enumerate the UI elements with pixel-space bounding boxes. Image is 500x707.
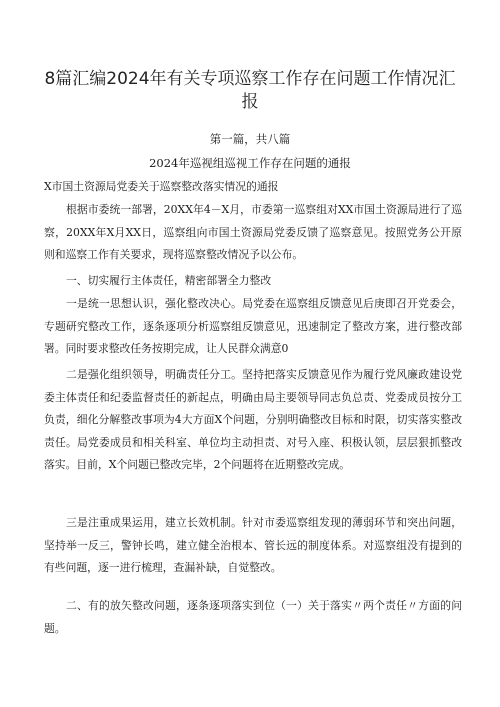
section-heading-two: 二、有的放矢整改问题，逐条逐项落实到位（一）关于落实〃两个责任〃方面的问题。 (44, 599, 462, 635)
paragraph-point-two: 二是强化组织领导，明确责任分工。坚持把落实反馈意见作为履行党风廉政建设党委主体责任和纪委监督责任的新起点，明确由局主要领导同志负总责、党委成员按分工负责，细化分解整改事项为4大方面X个问题，分别明确整改目标和时限，切实落实整改责任。局党委成员和相关科室、单位均主动担责、对号入座、积极认领，层层狠抓整改落实。目前，X个问题已整改完毕，2个问题将在近期整改完成。 (44, 368, 462, 471)
article-title: 2024年巡视组巡视工作存在问题的通报 (149, 156, 351, 170)
paragraph-point-three: 三是注重成果运用，建立长效机制。针对市委巡察组发现的薄弱环节和突出问题，坚持举一反三，警钟长鸣，建立健全治根本、管长远的制度体系。对巡察组没有提到的有些问题，逐一进行梳理，查漏补缺，自觉整改。 (44, 516, 462, 574)
document-title: 8篇汇编2024年有关专项巡察工作存在问题工作情况汇报 (44, 69, 456, 112)
part-label: 第一篇，共八篇 (209, 132, 291, 146)
paragraph-heading: X市国土资源局党委关于巡察整改落实情况的通报 (44, 180, 279, 193)
paragraph-intro: 根据市委统一部署，20XX年4－X月，市委第一巡察组对XX市国土资源局进行了巡察，20XX年X月XX日，巡察组向市国土资源局党委反馈了巡察意见。按照党务公开原则和巡察工作有关要求，现将巡察整改情况予以公布。 (44, 203, 462, 261)
paragraph-point-one: 一是统一思想认识，强化整改决心。局党委在巡察组反馈意见后庚即召开党委会，专题研究整改工作，逐条逐项分析巡察组反馈意见，迅速制定了整改方案，进行整改部署。同时要求整改任务按期完成，让人民群众满意0 (44, 297, 462, 355)
section-heading-one: 一、切实履行主体责任，精密部署全力整改 (66, 274, 272, 287)
